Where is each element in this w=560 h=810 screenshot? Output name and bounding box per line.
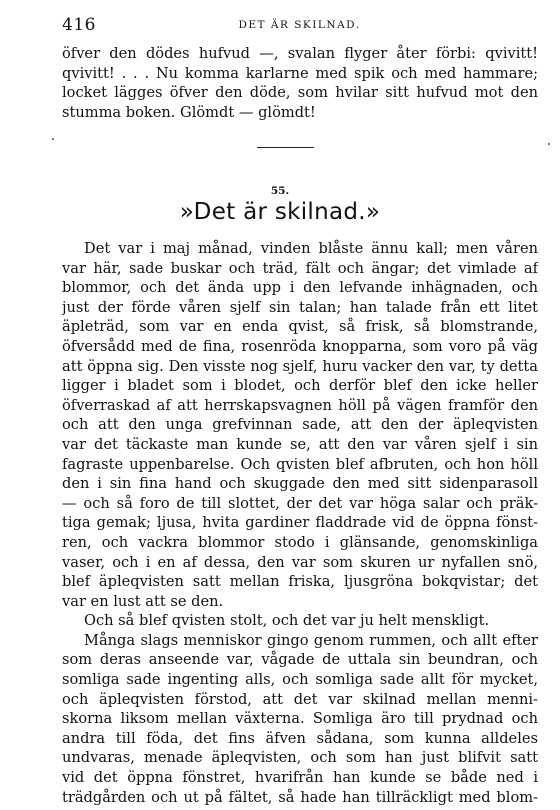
- text-line: Det var i maj månad, vinden blåste ännu kall; men våren: [84, 240, 538, 257]
- text-line: locket lägges öfver den döde, som hvilar sitt hufvud mot den: [62, 84, 538, 102]
- text-line: stumma boken. Glömdt — glömdt!: [62, 103, 316, 121]
- paper-speck: [548, 143, 550, 145]
- text-line: öfverraskad af att herrskapsvagnen höll på vägen framför den: [62, 396, 538, 414]
- section-body: [62, 239, 538, 807]
- text-line: just der förde våren sjelf sin talan; han talade från ett litet: [62, 298, 538, 316]
- text-line: öfver den dödes hufvud —, svalan flyger åter förbi: qvivitt!: [62, 45, 538, 62]
- text-line: — och så foro de till slottet, der det var höga salar och präk-: [62, 494, 538, 512]
- text-line: undvaras, menade äpleqvisten, och som han just blifvit satt: [62, 749, 538, 767]
- text-line: somliga sade ingenting alls, och somliga sade allt för mycket,: [62, 671, 538, 689]
- text-line: Och så blef qvisten stolt, och det var ju helt menskligt.: [84, 612, 490, 630]
- section-divider: [257, 147, 314, 148]
- section-title: »Det är skilnad.»: [179, 199, 381, 225]
- text-line: var här, sade buskar och träd, fält och ängar; det vimlade af: [62, 259, 538, 277]
- text-line: tiga gemak; ljusa, hvita gardiner fladdrade vid de öppna fönst-: [62, 514, 538, 532]
- running-head: [62, 15, 537, 37]
- text-line: blef äpleqvisten satt mellan friska, ljusgröna bokqvistar; det: [62, 573, 538, 591]
- page-number: 416: [62, 15, 96, 35]
- text-line: äpleträd, som var en enda qvist, så frisk, så blomstrande,: [62, 318, 538, 336]
- text-line: och att den unga grefvinnan sade, att den der äpleqvisten: [62, 416, 538, 434]
- text-line: blommor, och det ända upp i den lefvande inhägnaden, och: [62, 279, 538, 297]
- section-number: 55.: [270, 185, 290, 197]
- text-line: skorna liksom mellan växterna. Somliga äro till prydnad och: [62, 710, 538, 728]
- text-line: öfversådd med de fina, rosenröda knopparna, som voro på väg: [62, 337, 538, 355]
- text-line: och äpleqvisten förstod, att det var skilnad mellan menni-: [62, 690, 538, 708]
- text-line: ligger i bladet som i blodet, och derför blef den icke heller: [62, 377, 538, 395]
- previous-section-ending: [62, 44, 538, 122]
- text-line: att öppna sig. Den visste nog sjelf, huru vacker den var, ty detta: [62, 357, 538, 375]
- text-line: fagraste uppenbarelse. Och qvisten blef afbruten, och hon höll: [62, 455, 538, 473]
- text-line: andra till föda, det fins äfven sådana, som kunna alldeles: [62, 729, 538, 747]
- text-line: ren, och vackra blommor stodo i glänsande, genomskinliga: [62, 533, 538, 551]
- text-line: den i sin fina hand och skuggade den med sitt sidenparasoll: [62, 475, 538, 493]
- text-line: vaser, och i en af dessa, den var som skuren ur nyfallen snö,: [62, 553, 538, 571]
- text-line: som deras anseende var, vågade de uttala sin beundran, och: [62, 651, 538, 669]
- text-line: vid det öppna fönstret, hvarifrån han kunde se både ned i: [62, 769, 538, 787]
- running-title: DET ÄR SKILNAD.: [238, 19, 361, 31]
- paper-speck: [52, 138, 54, 140]
- text-line: Många slags menniskor gingo genom rummen, och allt efter: [84, 631, 538, 649]
- text-line: qvivitt! . . . Nu komma karlarne med spik och med hammare;: [62, 64, 538, 82]
- text-line: trädgården och ut på fältet, så hade han tillräckligt med blom-: [62, 788, 538, 806]
- text-line: var en lust att se den.: [62, 592, 224, 610]
- text-line: var det täckaste man kunde se, att den var våren sjelf i sin: [62, 435, 538, 453]
